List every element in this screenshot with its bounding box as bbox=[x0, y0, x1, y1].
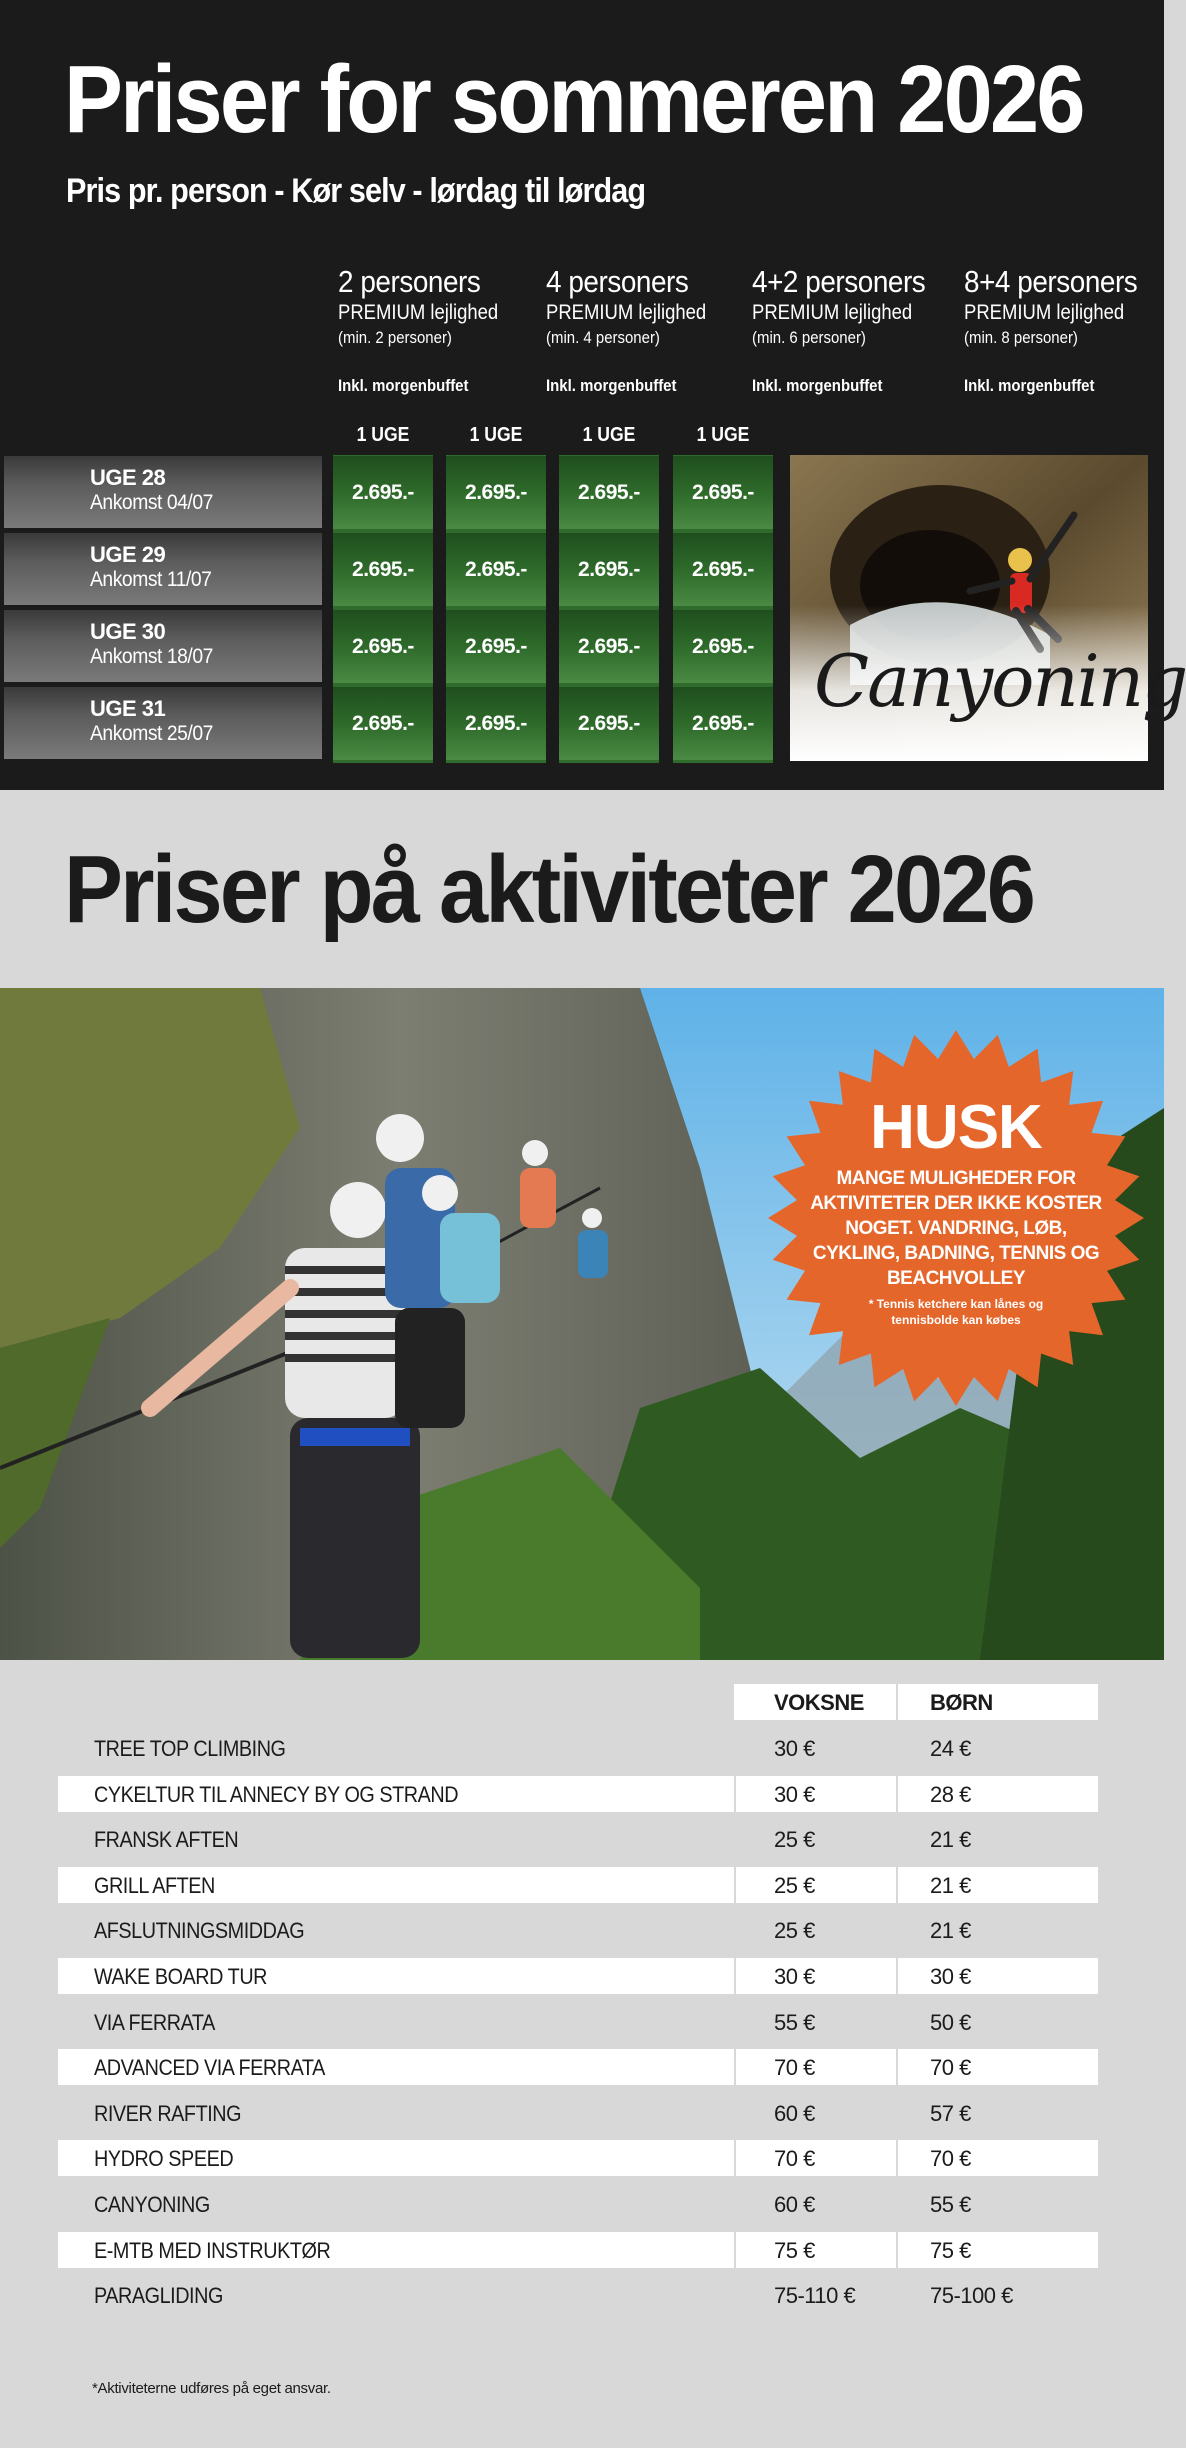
activity-name: RIVER RAFTING bbox=[94, 2100, 242, 2126]
price-cell: 2.695.- bbox=[559, 687, 659, 760]
price-column-4-persons bbox=[446, 455, 546, 763]
table-row bbox=[58, 2004, 1098, 2040]
column-divider bbox=[896, 1867, 898, 1903]
price-cell: 2.695.- bbox=[673, 687, 773, 760]
adult-price: 75-110 € bbox=[774, 2283, 856, 2309]
child-price: 75-100 € bbox=[930, 2283, 1013, 2309]
child-price: 24 € bbox=[930, 1736, 971, 1761]
price-cell: 2.695.- bbox=[446, 610, 546, 683]
table-row bbox=[58, 2277, 1098, 2313]
child-price: 30 € bbox=[930, 1964, 971, 1989]
price-column-2-persons bbox=[333, 455, 433, 763]
husk-badge bbox=[766, 1028, 1146, 1408]
activity-name: TREE TOP CLIMBING bbox=[94, 1736, 286, 1761]
price-cell: 2.695.- bbox=[446, 687, 546, 760]
adult-price: 30 € bbox=[774, 1736, 815, 1761]
price-cell: 2.695.- bbox=[673, 456, 773, 529]
children-header: BØRN bbox=[930, 1690, 993, 1715]
table-row bbox=[58, 2049, 1098, 2085]
activities-footnote: *Aktiviteterne udføres på eget ansvar. bbox=[92, 2380, 331, 2397]
activity-name: WAKE BOARD TUR bbox=[94, 1964, 268, 1989]
child-price: 50 € bbox=[930, 2009, 971, 2035]
week-row-29: UGE 29 Ankomst 11/07 bbox=[4, 533, 322, 605]
table-row bbox=[58, 2095, 1098, 2131]
child-price: 57 € bbox=[930, 2100, 971, 2126]
activity-name: AFSLUTNINGSMIDDAG bbox=[94, 1918, 305, 1944]
price-column-12-persons bbox=[673, 455, 773, 763]
child-price: 55 € bbox=[930, 2192, 971, 2217]
price-cell: 2.695.- bbox=[673, 610, 773, 683]
activity-name: CANYONING bbox=[94, 2192, 210, 2217]
column-divider bbox=[896, 2232, 898, 2268]
activity-name: VIA FERRATA bbox=[94, 2009, 215, 2035]
adult-price: 70 € bbox=[774, 2146, 815, 2172]
table-row bbox=[58, 1776, 1098, 1812]
week-row-28: UGE 28 Ankomst 04/07 bbox=[4, 456, 322, 528]
column-divider bbox=[734, 1958, 736, 1994]
column-divider bbox=[734, 2232, 736, 2268]
activity-name: CYKELTUR TIL ANNECY BY OG STRAND bbox=[94, 1781, 459, 1807]
price-cell: 2.695.- bbox=[333, 456, 433, 529]
activities-table-header bbox=[734, 1684, 1098, 1720]
week-row-31: UGE 31 Ankomst 25/07 bbox=[4, 687, 322, 759]
column-header-12-persons: 8+4 personers PREMIUM lejlighed (min. 8 personer) Inkl. morgenbuffet bbox=[964, 264, 1138, 395]
table-row bbox=[58, 1821, 1098, 1857]
price-cell: 2.695.- bbox=[333, 533, 433, 606]
summer-prices-section bbox=[0, 0, 1186, 790]
price-column-6-persons bbox=[559, 455, 659, 763]
canyoning-photo bbox=[790, 455, 1186, 761]
child-price: 21 € bbox=[930, 1872, 971, 1898]
week-row-30: UGE 30 Ankomst 18/07 bbox=[4, 610, 322, 682]
activity-name: FRANSK AFTEN bbox=[94, 1827, 239, 1853]
adults-header: VOKSNE bbox=[774, 1690, 864, 1715]
price-cell: 2.695.- bbox=[559, 610, 659, 683]
activity-name: HYDRO SPEED bbox=[94, 2146, 234, 2172]
table-row bbox=[58, 1912, 1098, 1948]
activity-name: GRILL AFTEN bbox=[94, 1872, 215, 1898]
week-duration-label: 1 UGE bbox=[356, 424, 410, 446]
activity-name: PARAGLIDING bbox=[94, 2283, 223, 2309]
child-price: 28 € bbox=[930, 1781, 971, 1807]
child-price: 21 € bbox=[930, 1827, 971, 1853]
column-divider bbox=[896, 2140, 898, 2176]
price-cell: 2.695.- bbox=[446, 456, 546, 529]
child-price: 70 € bbox=[930, 2146, 971, 2172]
adult-price: 25 € bbox=[774, 1827, 815, 1853]
adult-price: 25 € bbox=[774, 1872, 815, 1898]
summer-prices-subtitle: Pris pr. person - Kør selv - lørdag til lørdag bbox=[66, 172, 646, 210]
husk-body: MANGE MULIGHEDER FOR AKTIVITETER DER IKKE KOSTER NOGET. VANDRING, LØB, CYKLING, BADNING, TENNIS OG BEACHVOLLEY bbox=[810, 1168, 1102, 1289]
table-row bbox=[58, 1730, 1098, 1766]
table-row bbox=[58, 1958, 1098, 1994]
activity-name: ADVANCED VIA FERRATA bbox=[94, 2055, 325, 2081]
price-cell: 2.695.- bbox=[333, 687, 433, 760]
column-divider bbox=[896, 1776, 898, 1812]
price-cell: 2.695.- bbox=[446, 533, 546, 606]
table-row bbox=[58, 2232, 1098, 2268]
column-divider bbox=[896, 1684, 898, 1720]
adult-price: 25 € bbox=[774, 1918, 815, 1944]
column-header-6-persons: 4+2 personers PREMIUM lejlighed (min. 6 personer) Inkl. morgenbuffet bbox=[752, 264, 926, 395]
price-cell: 2.695.- bbox=[673, 533, 773, 606]
week-duration-label: 1 UGE bbox=[582, 424, 636, 446]
column-divider bbox=[734, 1776, 736, 1812]
adult-price: 30 € bbox=[774, 1964, 815, 1989]
adult-price: 60 € bbox=[774, 2100, 815, 2126]
activity-name: E-MTB MED INSTRUKTØR bbox=[94, 2237, 331, 2263]
activities-title: Priser på aktiviteter 2026 bbox=[64, 836, 1034, 943]
summer-prices-title: Priser for sommeren 2026 bbox=[64, 46, 1083, 153]
child-price: 21 € bbox=[930, 1918, 971, 1944]
price-cell: 2.695.- bbox=[333, 610, 433, 683]
column-divider bbox=[734, 2140, 736, 2176]
column-divider bbox=[896, 2049, 898, 2085]
child-price: 70 € bbox=[930, 2055, 971, 2081]
table-row bbox=[58, 1867, 1098, 1903]
column-divider bbox=[734, 1867, 736, 1903]
price-cell: 2.695.- bbox=[559, 456, 659, 529]
week-duration-label: 1 UGE bbox=[469, 424, 523, 446]
adult-price: 70 € bbox=[774, 2055, 815, 2081]
adult-price: 75 € bbox=[774, 2237, 815, 2263]
price-cell: 2.695.- bbox=[559, 533, 659, 606]
column-header-4-persons: 4 personers PREMIUM lejlighed (min. 4 personer) Inkl. morgenbuffet bbox=[546, 264, 707, 395]
husk-title: HUSK bbox=[870, 1093, 1042, 1162]
column-divider bbox=[896, 1958, 898, 1994]
table-row bbox=[58, 2140, 1098, 2176]
adult-price: 55 € bbox=[774, 2009, 815, 2035]
husk-note: * Tennis ketchere kan lånes og tennisbolde kan købes bbox=[868, 1297, 1044, 1327]
week-duration-label: 1 UGE bbox=[696, 424, 750, 446]
column-divider bbox=[734, 2049, 736, 2085]
canyoning-caption: Canyoning bbox=[814, 639, 1186, 723]
child-price: 75 € bbox=[930, 2237, 971, 2263]
adult-price: 30 € bbox=[774, 1781, 815, 1807]
column-header-2-persons: 2 personers PREMIUM lejlighed (min. 2 personer) Inkl. morgenbuffet bbox=[338, 264, 499, 395]
adult-price: 60 € bbox=[774, 2192, 815, 2217]
table-row bbox=[58, 2186, 1098, 2222]
